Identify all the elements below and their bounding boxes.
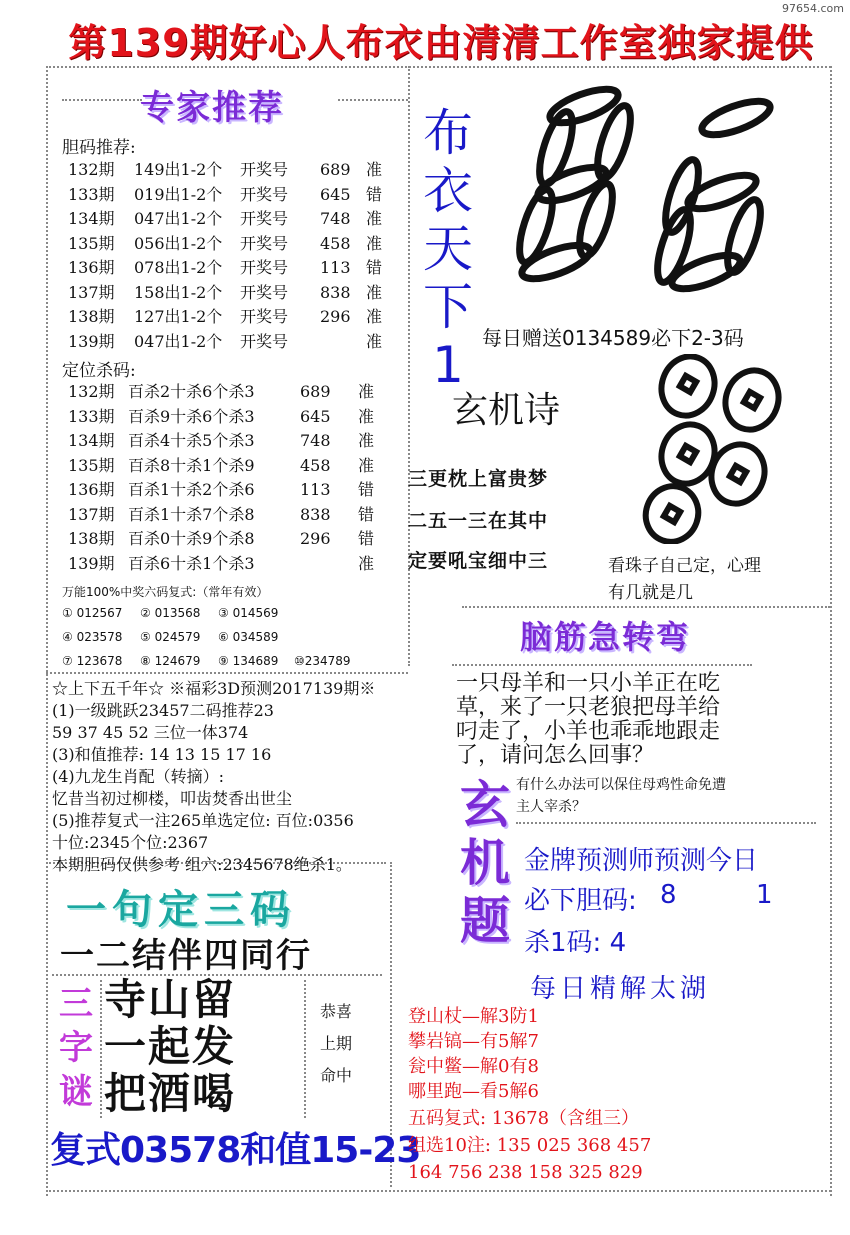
pick-cell: 百杀4十杀5个杀3 <box>128 431 255 450</box>
pick-cell: 149出1-2个 <box>134 160 223 179</box>
label-cell: 开奖号 <box>240 233 289 253</box>
number-cell: 296 <box>300 529 331 548</box>
left-divider <box>46 66 48 1196</box>
compound-bet: 复式03578和值15-23 <box>50 1130 421 1171</box>
label-cell: 开奖号 <box>240 258 289 277</box>
label-cell: 开奖号 <box>240 307 289 326</box>
gold-line1: 金牌预测师预测今日 <box>524 846 759 876</box>
number-cell: 113 <box>320 258 351 277</box>
coin-beads-graphic <box>600 354 800 544</box>
gold-line3: 杀1码: 4 <box>524 928 627 958</box>
beads-hint-line: 有几就是几 <box>608 583 693 603</box>
combo-row <box>62 601 402 625</box>
number-cell: 689 <box>320 160 351 179</box>
table-row <box>68 429 398 454</box>
table-row <box>68 232 398 257</box>
brain-rule <box>452 664 752 666</box>
result-cell: 错 <box>366 184 383 204</box>
period-cell: 132期 <box>68 160 115 179</box>
combo-title: 万能100%中奖六码复式:（常年有效） <box>62 585 269 599</box>
table-row <box>68 552 398 577</box>
result-cell: 准 <box>366 233 383 253</box>
kill-label: 定位杀码: <box>62 361 136 381</box>
result-cell: 准 <box>366 331 383 351</box>
result-cell: 错 <box>366 258 383 277</box>
period-cell: 132期 <box>68 382 115 401</box>
one-sentence-phrase: 一二结伴四同行 <box>60 936 312 976</box>
poem-line: 二五一三在其中 <box>408 510 549 532</box>
table-row <box>68 281 398 306</box>
table-row <box>68 454 398 479</box>
period-cell: 134期 <box>68 431 115 450</box>
gold-dan-label: 必下胆码: <box>524 886 637 916</box>
period-cell: 139期 <box>68 331 115 351</box>
combo-item: ② 013568 <box>140 606 201 620</box>
period-cell: 135期 <box>68 455 115 475</box>
one-sentence-title: 一句定三码 <box>66 887 296 933</box>
daily-gift: 每日赠送0134589必下2-3码 <box>482 326 744 350</box>
prediction-line: (4)九龙生肖配（转摘）: <box>52 767 225 786</box>
brain-question <box>456 672 720 768</box>
riddle-line: 一起发 <box>104 1022 237 1071</box>
number-cell: 645 <box>300 406 331 426</box>
period-cell: 136期 <box>68 258 115 277</box>
buyi-char: 1 <box>432 336 464 394</box>
result-cell: 准 <box>358 382 375 401</box>
result-cell: 错 <box>358 504 375 524</box>
combo-grid <box>62 601 402 673</box>
dan-table <box>68 158 398 354</box>
riddle-label-char: 三 <box>59 984 93 1024</box>
result-cell: 准 <box>358 455 375 475</box>
number-cell: 113 <box>300 480 331 499</box>
taihu-lines <box>408 1004 651 1185</box>
buyi-vertical <box>420 104 476 394</box>
mystic-question-text <box>516 774 726 818</box>
taihu-line: 组选10注: 135 025 368 457 <box>408 1135 652 1156</box>
table-row <box>68 207 398 232</box>
beads-hint-line: 看珠子自己定，心理 <box>608 556 761 576</box>
mystic-question-char: 题 <box>460 891 512 950</box>
riddle-rule-right <box>304 980 306 1118</box>
riddle-label <box>54 982 98 1114</box>
mystic-poem-title: 玄机诗 <box>452 390 561 431</box>
combo-item: ① 012567 <box>62 606 123 620</box>
pick-cell: 百杀9十杀6个杀3 <box>128 406 255 426</box>
riddle-congrats-line: 恭喜 <box>320 1002 353 1021</box>
pick-cell: 158出1-2个 <box>134 282 223 302</box>
number-cell: 838 <box>300 504 331 524</box>
pick-cell: 127出1-2个 <box>134 307 223 326</box>
period-cell: 135期 <box>68 233 115 253</box>
combo-row <box>62 649 402 673</box>
prediction-line: 忆昔当初过柳楼，叩齿焚香出世尘 <box>52 789 293 808</box>
prediction-line: 本期胆码仅供参考 组六:2345678绝杀1。 <box>52 855 352 874</box>
period-cell: 138期 <box>68 307 115 326</box>
poem-line: 三更枕上富贵梦 <box>408 468 549 490</box>
period-cell: 137期 <box>68 504 115 524</box>
buyi-char: 布 <box>423 104 473 162</box>
mystic-question-rule <box>516 822 816 824</box>
result-cell: 错 <box>358 480 375 499</box>
period-cell: 133期 <box>68 406 115 426</box>
buyi-char: 天 <box>423 220 473 278</box>
pick-cell: 百杀0十杀9个杀8 <box>128 529 255 548</box>
period-cell: 136期 <box>68 480 115 499</box>
prediction-line: 59 37 45 52 三位一体374 <box>52 723 249 742</box>
label-cell: 开奖号 <box>240 282 289 302</box>
table-row <box>68 527 398 552</box>
combo-item: ⑧ 124679 <box>140 654 201 668</box>
pick-cell: 047出1-2个 <box>134 331 223 351</box>
table-row <box>68 158 398 183</box>
prediction-line: (3)和值推荐: 14 13 15 17 16 <box>52 745 272 764</box>
poem-line: 定要吼宝细中三 <box>408 550 549 572</box>
riddle-congrats-line: 上期 <box>320 1034 353 1053</box>
brain-question-line: 了，请问怎么回事？ <box>456 743 655 768</box>
beads-hint <box>608 553 761 607</box>
center-divider <box>408 66 410 666</box>
prediction-lines <box>52 700 354 876</box>
right-divider <box>830 66 832 1196</box>
table-row <box>68 503 398 528</box>
taihu-line: 登山杖—解3防1 <box>408 1006 539 1027</box>
mystic-question-line: 主人宰杀？ <box>516 799 586 815</box>
pick-cell: 百杀2十杀6个杀3 <box>128 382 255 401</box>
site-watermark: 97654.com <box>782 2 844 15</box>
prediction-line: 十位:2345个位:2367 <box>52 833 209 852</box>
table-row <box>68 405 398 430</box>
taihu-line: 五码复式: 13678（含组三） <box>408 1108 640 1129</box>
riddle-congrats-line: 命中 <box>320 1066 353 1085</box>
pick-cell: 078出1-2个 <box>134 258 223 277</box>
dan-label: 胆码推荐: <box>62 138 136 158</box>
table-row <box>68 380 398 405</box>
prediction-line: (1)一级跳跃23457二码推荐23 <box>52 701 274 720</box>
pick-cell: 百杀1十杀2个杀6 <box>128 480 255 499</box>
result-cell: 准 <box>366 160 383 179</box>
period-cell: 138期 <box>68 529 115 548</box>
combo-item: ④ 023578 <box>62 630 123 644</box>
number-cell: 296 <box>320 307 351 326</box>
period-cell: 137期 <box>68 282 115 302</box>
combo-item: ⑨ 134689 <box>218 654 279 668</box>
kill-table <box>68 380 398 576</box>
result-cell: 准 <box>358 406 375 426</box>
result-cell: 准 <box>358 431 375 450</box>
taihu-title: 每日精解太湖 <box>530 974 711 1004</box>
mystic-question-line: 有什么办法可以保住母鸡性命免遭 <box>516 777 726 793</box>
prediction-header: ☆上下五千年☆ ※福彩3D预测2017139期※ <box>52 679 376 698</box>
taihu-line: 攀岩镐—有5解7 <box>408 1031 539 1052</box>
table-row <box>68 183 398 208</box>
result-cell: 准 <box>366 282 383 302</box>
expert-rule-right <box>338 99 408 101</box>
gold-dan-a: 8 <box>660 880 677 910</box>
combo-item: ⑦ 123678 <box>62 654 123 668</box>
pick-cell: 百杀8十杀1个杀9 <box>128 455 255 475</box>
period-cell: 134期 <box>68 209 115 228</box>
buyi-char: 下 <box>423 278 473 336</box>
expert-rule-left <box>62 99 142 101</box>
number-cell: 458 <box>300 455 331 475</box>
pick-cell: 百杀1十杀7个杀8 <box>128 504 255 524</box>
brain-question-line: 草，来了一只老狼把母羊给 <box>456 695 721 720</box>
mystic-question-char: 机 <box>460 833 512 892</box>
period-cell: 133期 <box>68 184 115 204</box>
label-cell: 开奖号 <box>240 331 289 351</box>
pick-cell: 047出1-2个 <box>134 209 223 228</box>
riddle-congrats <box>320 996 352 1092</box>
number-cell: 689 <box>300 382 331 401</box>
label-cell: 开奖号 <box>240 184 289 204</box>
taihu-line: 164 756 238 158 325 829 <box>408 1162 643 1183</box>
riddle-line: 把酒喝 <box>104 1069 237 1118</box>
riddle-label-char: 谜 <box>59 1072 93 1112</box>
table-row <box>68 305 398 330</box>
result-cell: 准 <box>366 209 383 228</box>
riddle-line: 寺山留 <box>104 975 237 1024</box>
riddle-rule-left <box>100 980 102 1118</box>
pick-cell: 百杀6十杀1个杀3 <box>128 553 255 573</box>
taihu-line: 哪里跑—看5解6 <box>408 1081 539 1102</box>
combo-item: ⑤ 024579 <box>140 630 201 644</box>
brain-question-line: 叼走了，小羊也乖乖地跟走 <box>456 719 721 744</box>
table-row <box>68 330 398 355</box>
combo-item: ⑥ 034589 <box>218 630 279 644</box>
number-cell: 748 <box>300 431 331 450</box>
page-banner-title: 第139期好心人布衣由清清工作室独家提供 <box>68 21 814 65</box>
combo-item: ⑩234789 <box>294 654 351 668</box>
riddle-lines <box>104 976 236 1117</box>
label-cell: 开奖号 <box>240 160 289 179</box>
mystic-question-char: 玄 <box>460 775 512 834</box>
table-row <box>68 478 398 503</box>
number-86-graphic <box>484 66 830 324</box>
riddle-label-char: 字 <box>59 1028 93 1068</box>
gold-dan-b: 1 <box>756 880 773 910</box>
number-cell: 645 <box>320 184 351 204</box>
buyi-char: 衣 <box>423 162 473 220</box>
brain-question-line: 一只母羊和一只小羊正在吃 <box>456 671 721 696</box>
combo-item: ③ 014569 <box>218 606 279 620</box>
period-cell: 139期 <box>68 553 115 573</box>
number-cell: 748 <box>320 209 351 228</box>
mystic-question-vertical <box>456 776 516 950</box>
label-cell: 开奖号 <box>240 209 289 228</box>
combo-row <box>62 625 402 649</box>
expert-title: 专家推荐 <box>140 88 284 128</box>
taihu-line: 瓮中鳖—解0有8 <box>408 1056 539 1077</box>
brain-teaser-title: 脑筋急转弯 <box>520 618 691 656</box>
pick-cell: 056出1-2个 <box>134 233 223 253</box>
number-cell: 838 <box>320 282 351 302</box>
result-cell: 错 <box>358 529 375 548</box>
number-cell: 458 <box>320 233 351 253</box>
bottom-divider <box>46 1190 831 1192</box>
result-cell: 准 <box>366 307 383 326</box>
result-cell: 准 <box>358 553 375 573</box>
table-row <box>68 256 398 281</box>
pick-cell: 019出1-2个 <box>134 184 223 204</box>
gold-line2 <box>524 880 824 917</box>
prediction-line: (5)推荐复式一注265单选定位: 百位:0356 <box>52 811 354 830</box>
